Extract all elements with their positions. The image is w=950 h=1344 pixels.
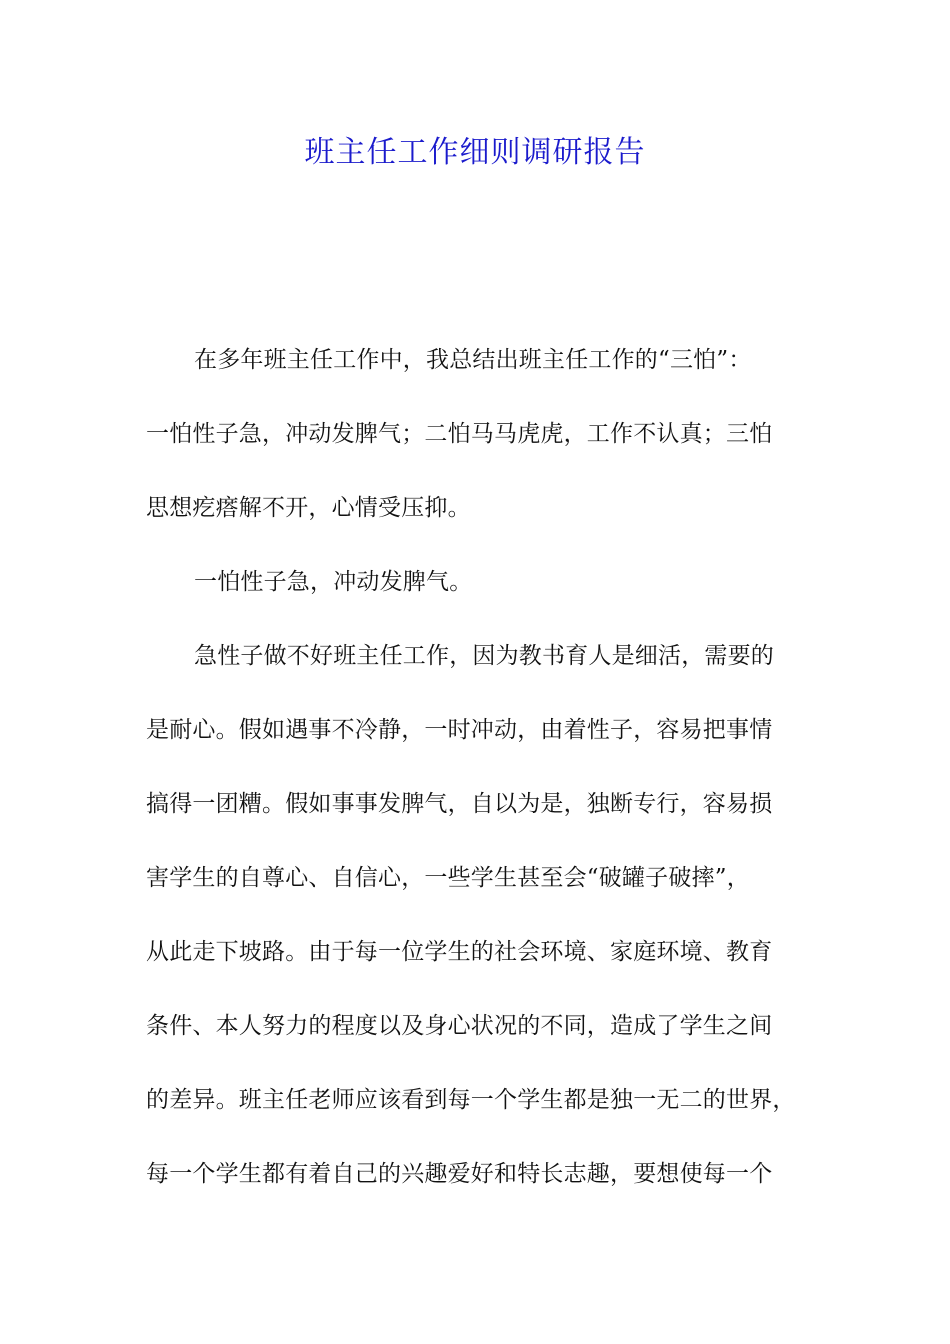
paragraph-line: 搞得一团糟。假如事事发脾气，自以为是，独断专行，容易损 (146, 791, 773, 817)
paragraph-line: 的差异。班主任老师应该看到每一个学生都是独一无二的世界， (146, 1087, 796, 1113)
paragraph-line: 思想疙瘩解不开，心情受压抑。 (146, 495, 471, 521)
paragraph-line: 是耐心。假如遇事不冷静，一时冲动，由着性子，容易把事情 (146, 717, 773, 743)
paragraph-line: 一怕性子急，冲动发脾气。 (194, 569, 473, 595)
paragraph-line: 条件、本人努力的程度以及身心状况的不同，造成了学生之间 (146, 1013, 773, 1039)
paragraph-line: 害学生的自尊心、自信心，一些学生甚至会“破罐子破摔”， (146, 865, 750, 891)
paragraph-line: 急性子做不好班主任工作，因为教书育人是细活，需要的 (194, 643, 774, 669)
paragraph-line: 在多年班主任工作中，我总结出班主任工作的“三怕”： (194, 347, 752, 373)
document-title: 班主任工作细则调研报告 (304, 135, 646, 170)
paragraph-line: 每一个学生都有着自己的兴趣爱好和特长志趣，要想使每一个 (146, 1161, 773, 1187)
paragraph-line: 一怕性子急，冲动发脾气；二怕马马虎虎，工作不认真；三怕 (146, 421, 773, 447)
paragraph-line: 从此走下坡路。由于每一位学生的社会环境、家庭环境、教育 (146, 939, 773, 965)
